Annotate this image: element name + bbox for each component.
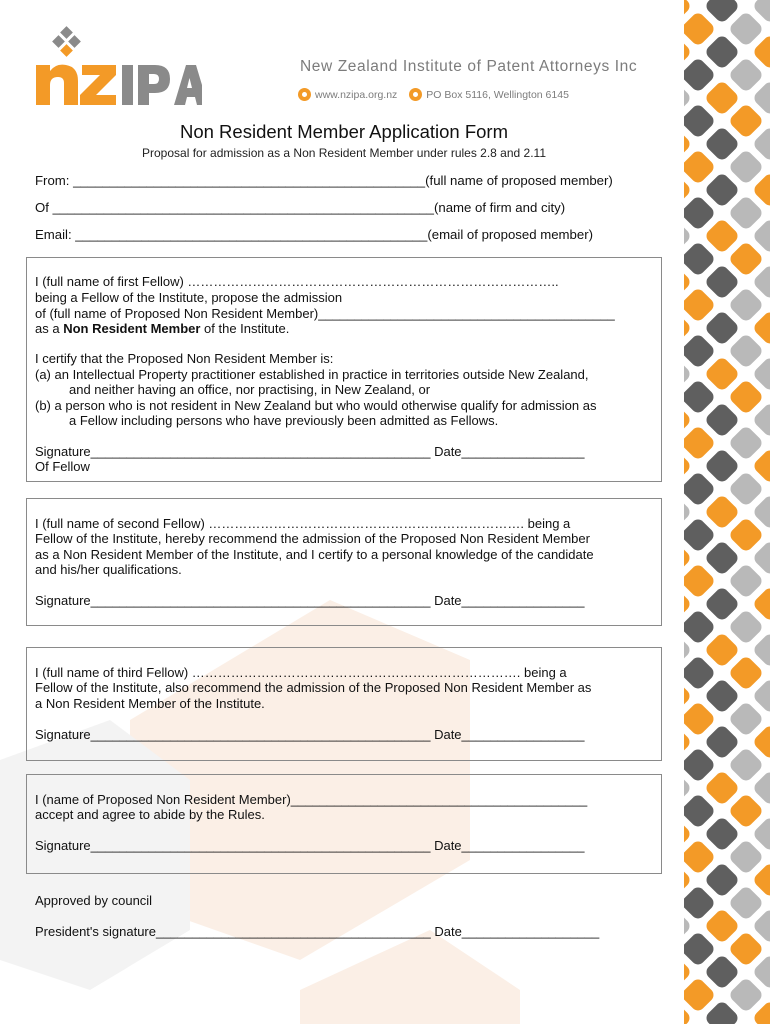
third-fellow-text1: Fellow of the Institute, also recommend the admission of the Proposed Non Resident Member as [35,680,592,695]
third-fellow-name-field[interactable]: I (full name of third Fellow) …………………………………………………………………. being a [35,665,567,680]
email-field[interactable]: Email: ________________________________________________(email of proposed member) [35,227,593,242]
second-fellow-text2: as a Non Resident Member of the Institute, and I certify to a personal knowledge of the candidate [35,547,594,562]
criteria-b-line2: a Fellow including persons who have previously been admitted as Fellows. [69,413,499,428]
second-fellow-name-field[interactable]: I (full name of second Fellow) ………………………………………………………………. being a [35,516,571,531]
form-title: Non Resident Member Application Form [179,121,508,142]
nzipa-logo [34,25,202,105]
criteria-a-line1: (a) an Intellectual Property practitioner established in practice in territories outside New Zealand, [35,367,589,382]
second-fellow-signature-field[interactable]: Signature_______________________________________________ Date_________________ [35,593,585,608]
mail-icon [409,88,422,101]
organization-name: New Zealand Institute of Patent Attorneys Inc [300,58,638,75]
first-fellow-signature-field[interactable]: Signature_______________________________________________ Date_________________ [35,444,585,459]
criteria-a-line2: and neither having an office, nor practising, in New Zealand, or [69,382,431,397]
proposed-member-name-field[interactable]: of (full name of Proposed Non Resident Member)_________________________________________ [35,306,615,321]
president-signature-field[interactable]: President's signature______________________________________ Date___________________ [35,924,600,939]
certify-text: I certify that the Proposed Non Resident Member is: [35,351,334,366]
first-fellow-name-field[interactable]: I (full name of first Fellow) ………………………………………………………………………….. [35,274,559,289]
first-fellow-text-member: as a Non Resident Member of the Institute. [35,321,290,336]
form-subtitle: Proposal for admission as a Non Resident Member under rules 2.8 and 2.11 [142,146,546,160]
proposed-member-name-line[interactable]: I (name of Proposed Non Resident Member)_________________________________________ [35,792,588,807]
web-icon [298,88,311,101]
criteria-b-line1: (b) a person who is not resident in New Zealand but who would otherwise qualify for admission as [35,398,597,413]
second-fellow-text1: Fellow of the Institute, hereby recommend the admission of the Proposed Non Resident Member [35,531,590,546]
of-fellow-label: Of Fellow [35,459,90,474]
contact-info [298,88,569,101]
proposed-member-section [26,774,662,874]
first-fellow-text: being a Fellow of the Institute, propose the admission [35,290,343,305]
from-field[interactable]: From: ________________________________________________(full name of proposed member) [35,173,613,188]
third-fellow-signature-field[interactable]: Signature_______________________________________________ Date_________________ [35,727,585,742]
website-link[interactable]: www.nzipa.org.nz [315,88,398,101]
proposed-member-signature-field[interactable]: Signature_______________________________________________ Date_________________ [35,838,585,853]
po-box-address: PO Box 5116, Wellington 6145 [426,88,569,101]
approved-by-council-label: Approved by council [35,893,153,908]
accept-rules-text: accept and agree to abide by the Rules. [35,807,265,822]
second-fellow-text3: and his/her qualifications. [35,562,182,577]
non-resident-member-bold: Non Resident Member [63,321,201,336]
firm-field[interactable]: Of ____________________________________________________(name of firm and city) [35,200,566,215]
third-fellow-text2: a Non Resident Member of the Institute. [35,696,265,711]
